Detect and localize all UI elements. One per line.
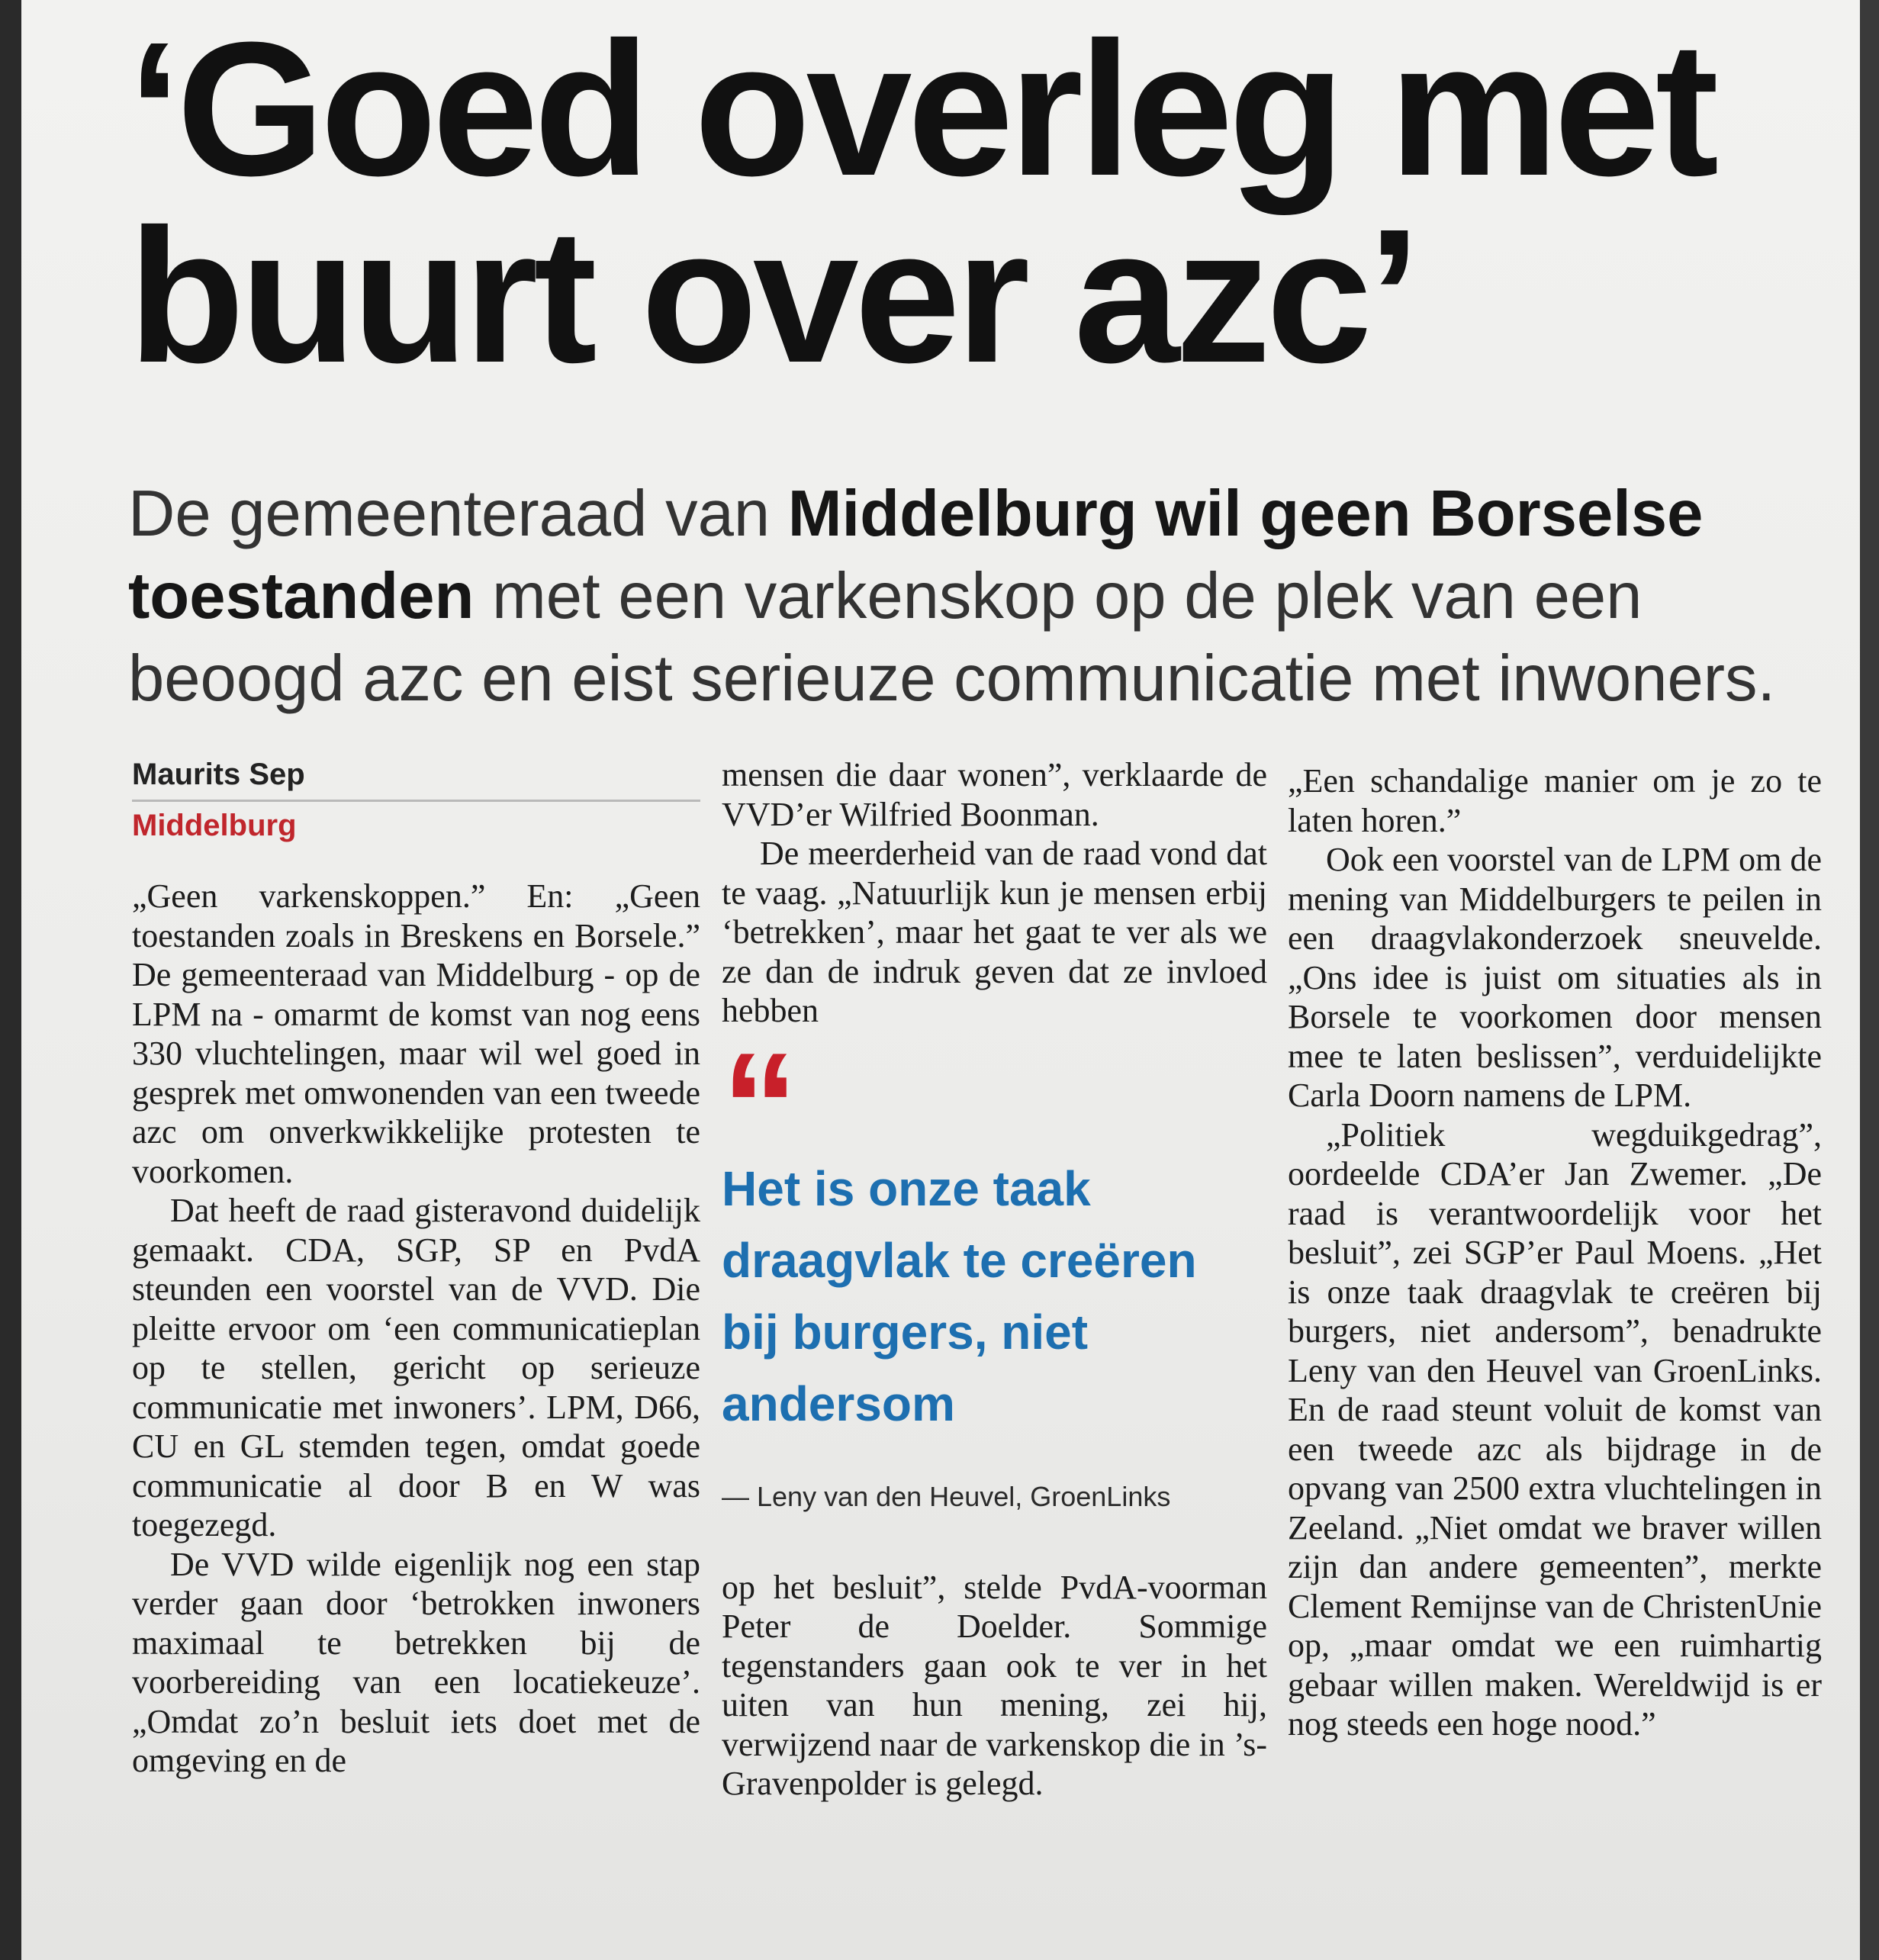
standfirst-bold: Middelburg wil geen Borselse toestanden <box>128 478 1704 632</box>
headline: ‘Goed overleg met buurt over azc’ <box>128 2 1715 402</box>
pull-quote-attribution: — Leny van den Heuvel, GroenLinks <box>722 1480 1171 1512</box>
paragraph: „Geen varkenskoppen.” En: „Geen toestanden zoals in Breskens en Borsele.” De gemeenteraad van Middelburg - op de LPM na - omarmt de komst van nog eens 330 vluchtelingen, maar wil wel goed in gesprek met omwonenden van een tweede azc om onverkwikkelijke protesten te voorkomen. <box>132 877 700 1190</box>
paragraph: „Politiek wegduikgedrag”, oordeelde CDA’er Jan Zwemer. „De raad is verantwoordelijk voor het besluit”, zei SGP’er Paul Moens. „Het is onze taak draagvlak te creëren bij burgers, niet andersom”, benadrukte Leny van den Heuvel van GroenLinks. En de raad steunt voluit de komst van een tweede azc als bijdrage in de opvang van 2500 extra vluchtelingen in Zeeland. „Niet omdat we braver willen zijn dan andere gemeenten”, merkte Clement Remijnse van de ChristenUnie op, „maar omdat we een ruimhartig gebaar willen maken. Wereldwijd is er nog steeds een hoge nood.” <box>1288 1115 1822 1743</box>
paragraph: De meerderheid van de raad vond dat te vaag. „Natuurlijk kun je mensen erbij ‘betrekken’, maar het gaat te ver als we ze dan de indruk geven dat ze invloed hebben <box>722 835 1267 1029</box>
paragraph: mensen die daar wonen”, verklaarde de VVD’er Wilfried Boonman. <box>722 756 1267 833</box>
paragraph: De VVD wilde eigenlijk nog een stap verder gaan door ‘betrokken inwoners maximaal te betrekken bij de voorbereiding van een locatiekeuze’. „Omdat zo’n besluit iets doet met de omgeving en de <box>132 1545 700 1779</box>
paragraph: „Een schandalige manier om je zo te laten horen.” <box>1288 762 1822 839</box>
standfirst <box>128 473 1837 720</box>
article-column-1 <box>132 755 700 1781</box>
byline-location: Middelburg <box>132 809 297 842</box>
byline-author: Maurits Sep <box>132 755 700 802</box>
paragraph: Dat heeft de raad gisteravond duidelijk gemaakt. CDA, SGP, SP en PvdA steunden een voorstel van de VVD. Die pleitte ervoor om ‘een communicatieplan op te stellen, gericht op serieuze communicatie met inwoners’. LPM, D66, CU en GL stemden tegen, omdat goede communicatie al door B en W was toegezegd. <box>132 1192 700 1543</box>
pull-quote: Het is onze taak draagvlak te creëren bij burgers, niet andersom <box>722 1160 1197 1431</box>
standfirst-part1: De gemeenteraad van <box>128 478 788 550</box>
screen-edge <box>1860 0 1879 1960</box>
article-column-2 <box>722 755 1267 1804</box>
newspaper-page <box>21 0 1860 1960</box>
standfirst-part2: met een varkenskop op de plek van een beoogd azc en eist serieuze communicatie met inwoners. <box>128 560 1776 715</box>
paragraph: Ook een voorstel van de LPM om de mening van Middelburgers te peilen in een draagvlakonderzoek sneuvelde. „Ons idee is juist om situaties als in Borsele te voorkomen door mensen mee te laten beslissen”, verduidelijkte Carla Doorn namens de LPM. <box>1288 841 1822 1114</box>
paragraph: op het besluit”, stelde PvdA-voorman Peter de Doelder. Sommige tegenstanders gaan ook te ver in het uiten van hun mening, zei hij, verwijzend naar de varkenskop die in ’s-Gravenpolder is gelegd. <box>722 1568 1267 1802</box>
article-column-3 <box>1288 761 1822 1744</box>
quote-mark-icon: “ <box>722 1021 798 1192</box>
